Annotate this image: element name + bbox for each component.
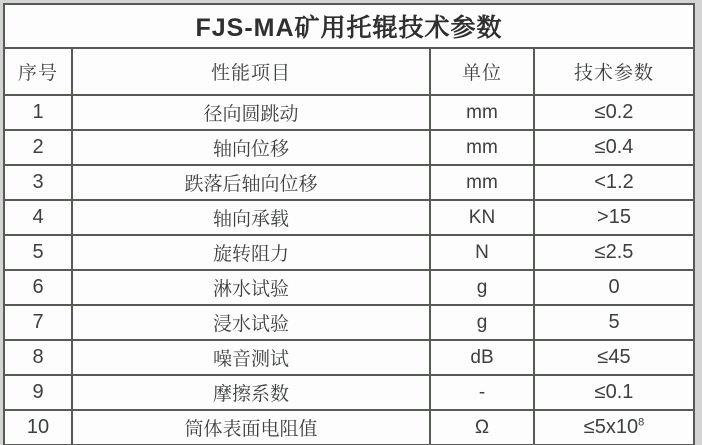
row-number: 7 <box>4 305 72 340</box>
row-number: 3 <box>4 165 72 200</box>
row-number: 5 <box>4 235 72 270</box>
row-item: 淋水试验 <box>72 270 430 305</box>
table-row <box>4 235 694 270</box>
row-value: ≤2.5 <box>534 235 694 270</box>
row-item: 筒体表面电阻值 <box>72 410 430 445</box>
row-item: 旋转阻力 <box>72 235 430 270</box>
spec-table <box>3 3 695 445</box>
table-row <box>4 95 694 130</box>
row-value-exponent: 8 <box>638 416 645 429</box>
row-number: 1 <box>4 95 72 130</box>
row-item: 浸水试验 <box>72 305 430 340</box>
column-header-item: 性能项目 <box>72 48 430 95</box>
row-unit: mm <box>430 95 534 130</box>
row-value: 5 <box>534 305 694 340</box>
table-header-row <box>4 48 694 95</box>
row-value: >15 <box>534 200 694 235</box>
row-item: 轴向承载 <box>72 200 430 235</box>
column-header-no: 序号 <box>4 48 72 95</box>
row-unit: mm <box>430 130 534 165</box>
table-row <box>4 305 694 340</box>
row-unit: N <box>430 235 534 270</box>
row-item: 噪音测试 <box>72 340 430 375</box>
table-title-row <box>4 4 694 48</box>
row-value <box>534 410 694 445</box>
row-unit: g <box>430 305 534 340</box>
table-row <box>4 165 694 200</box>
row-value: ≤0.1 <box>534 375 694 410</box>
row-number: 10 <box>4 410 72 445</box>
row-value: ≤0.4 <box>534 130 694 165</box>
row-item: 摩擦系数 <box>72 375 430 410</box>
row-item: 径向圆跳动 <box>72 95 430 130</box>
table-row <box>4 375 694 410</box>
row-number: 4 <box>4 200 72 235</box>
table-row <box>4 200 694 235</box>
row-number: 6 <box>4 270 72 305</box>
row-item: 跌落后轴向位移 <box>72 165 430 200</box>
row-unit: Ω <box>430 410 534 445</box>
row-value: ≤45 <box>534 340 694 375</box>
row-unit: dB <box>430 340 534 375</box>
row-number: 2 <box>4 130 72 165</box>
row-item: 轴向位移 <box>72 130 430 165</box>
row-value: <1.2 <box>534 165 694 200</box>
table-row <box>4 270 694 305</box>
column-header-value: 技术参数 <box>534 48 694 95</box>
row-value-base: ≤5x10 <box>583 416 639 438</box>
row-unit: - <box>430 375 534 410</box>
row-unit: g <box>430 270 534 305</box>
row-number: 8 <box>4 340 72 375</box>
table-title: FJS-MA矿用托辊技术参数 <box>4 4 694 48</box>
table-row <box>4 130 694 165</box>
row-unit: KN <box>430 200 534 235</box>
row-unit: mm <box>430 165 534 200</box>
row-value: ≤0.2 <box>534 95 694 130</box>
row-number: 9 <box>4 375 72 410</box>
row-value: 0 <box>534 270 694 305</box>
column-header-unit: 单位 <box>430 48 534 95</box>
table-row <box>4 410 694 445</box>
table-row <box>4 340 694 375</box>
